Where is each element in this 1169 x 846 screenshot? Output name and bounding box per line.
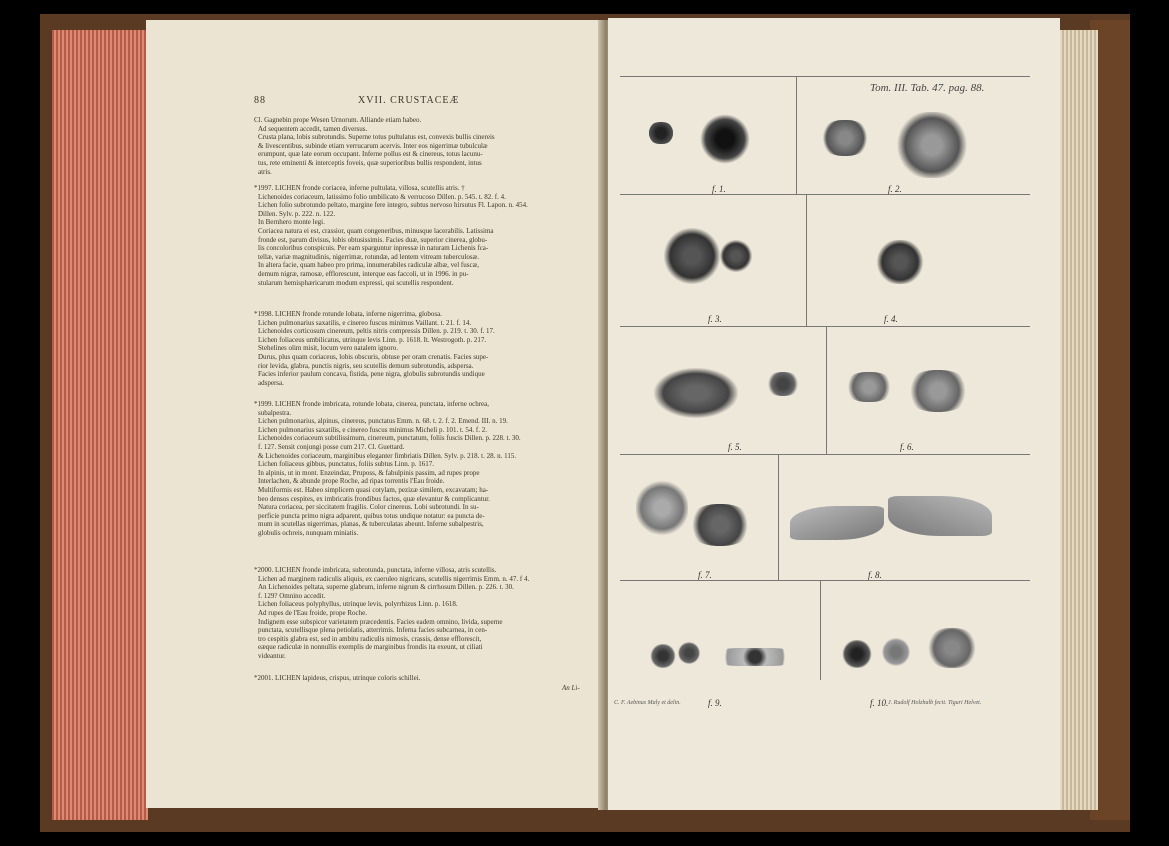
plate-divider [826,326,827,454]
text-line: mum in scutellas nigerrimas, planas, & tuberculatas abeunt. Inferne subalpestris, [258,520,484,529]
text-line: subalpestra. [258,408,292,417]
lichen-specimen [906,370,970,412]
figure-label: f. 8. [868,570,882,580]
text-line: tus, rete eminenti & interceptis foveis, quæ superioribus bullis respondent, intus [258,159,482,167]
text-line: Lichen folio subrotundo peltato, margine fere integro, subtus nervoso hirsutus Fl. Lapon. n. 454. [258,201,528,210]
text-line: Ad sequentem accedit, tamen diversus. [258,124,368,133]
text-line: *1997. LICHEN fronde coriacea, inferne pultulata, villosa, scutellis atris. † [254,184,465,192]
text-line: Lichenoides coriaceum, latissimo folio umbilicato & verrucoso Dillen. p. 545. t. 82. f. 4. [258,192,506,201]
plate-divider [796,76,797,194]
lichen-specimen [844,372,894,402]
text-line: Lichen foliaceus polyphyllus, utrinque levis, polyrrhizus Linn. p. 1618. [258,600,458,609]
text-line: stularum hemisphæricarum modum expressi, qui scutellis respondent. [258,278,454,287]
text-line: An Lichenoides peltata, superne glabrum, inferne nigrum & cirrhosum Dillen. p. 226. t. 30. [258,583,514,592]
text-line: fronde est, parum divisus, lobis obtusissimis. Facies duæ, superior cinerea, globu- [258,235,488,244]
page-edges-left [52,30,148,820]
plate-divider [620,454,1030,455]
text-line: tellæ, variæ magnitudinis, nigerrimæ, rotundæ, ad lentem vitream tuberculosæ. [258,252,480,261]
figure-label: f. 7. [698,570,712,580]
text-line: eæque radiculæ in nonnullis exemplis de marginibus frondis ita exeunt, ut ciliati [258,643,483,652]
lichen-specimen [654,368,738,418]
text-line: Durus, plus quam coriaceus, lobis obscuris, obtuse per oram crenatis. Facies supe- [258,353,489,361]
lichen-specimen [820,120,870,156]
text-line: & Lichenoides coriaceum, marginibus eleganter fimbriatis Dillen. Sylv. p. 218. t. 28. n. 115. [258,451,517,460]
text-line: Lichen pulmonarius saxatilis, e cinereo fuscus minimus Micheli p. 101. t. 54. f. 2. [258,425,488,434]
text-line: beo densos cespites, ex imbricatis frondibus factos, quæ elevantur & complicantur. [258,494,490,503]
text-line: globulis ochreis, nunquam miniatis. [258,529,359,537]
text-line: adspersa. [258,378,284,387]
lichen-specimen [648,122,674,144]
text-line: Lichenoides corticosum cinereum, peltis nitris compressis Dillen. p. 219. t. 30. f. 17. [258,327,495,336]
text-line: perficie puncta primo nigra adparent, quibus totus undique notatur: ea puncta de- [258,511,485,520]
figure-label: f. 9. [708,698,722,708]
figure-label: f. 2. [888,184,902,194]
figure-label: f. 4. [884,314,898,324]
text-line: Lichen ad marginem radiculis aliquis, ex caeruleo nigricans, scutellis nigerrimis Emm. n. 47. f 4. [258,574,530,583]
text-line: Lichen pulmonarius, alpinus, cinereus, punctatus Emm. n. 68. t. 2. f. 2. Emend. III. n. 19. [258,417,508,426]
catchword: An Li- [562,684,580,692]
text-line: videantur. [258,652,286,660]
engraved-plate [614,76,1030,708]
text-line: In altera facie, quam habeo pro prima, innumerabiles radiculæ albæ, vel fuscæ, [258,261,480,270]
plate-title: Tom. III. Tab. 47. pag. 88. [870,82,985,94]
engraver-credit-left: C. F. Aebinus Maly et delin. [614,700,681,706]
leaf-specimen [790,506,884,540]
lichen-specimen [896,112,968,178]
text-line: Crusta plana, lobis subrotundis. Superne totus pultulatus est, convexis bullis cinereis [258,133,495,142]
text-line: In alpinis, ut in mont. Enzeindaz, Pruposs, & fabulpinis passim, ad rupes prope [258,468,480,477]
text-line: *2001. LICHEN lapideus, crispus, utrinque coloris schillei. [254,674,421,682]
lichen-specimen [650,644,676,668]
lichen-specimen [842,640,872,668]
lichen-specimen [700,114,750,164]
text-line: rior levida, glabra, punctis nigris, seu scutellis demum subrotundis, adspersa. [258,361,474,370]
text-line: *1998. LICHEN fronde rotunde lobata, inferne nigerrima, globosa. [254,310,442,318]
text-line: Ad rupes de l'Eau froide, prope Roche. [258,609,367,617]
text-line: Coriacea natura ei est, crassior, quam congeneribus, minusque lacerabilis. Latissima [258,227,494,235]
text-line: *1999. LICHEN fronde imbricata, rotunde lobata, cinerea, punctata, inferne ochrea, [254,400,489,408]
lichen-specimen [766,372,800,396]
figure-label: f. 10. [870,698,889,708]
plate-divider [806,194,807,326]
text-line: Lichen pulmonarius saxatilis, e cinereo fuscus minimus Vaillant. t. 21. f. 14. [258,318,472,327]
text-line: tro cespitis glabra est, sed in ambitu radiculis nimosis, crassis, dense efflorescit, [258,634,482,643]
text-line: f. 127. Sensit conjungi posse cum 217. Cl. Guettard. [258,443,405,451]
running-head: XVII. CRUSTACEÆ [358,95,460,106]
text-line: Lichen foliaceus umbilicatus, utrinque levis Linn. p. 1618. It. Westrogoth. p. 217. [258,335,487,344]
lichen-specimen [720,240,752,272]
left-page [146,20,604,808]
text-line: Facies inferior paulum concava, fistida, pene nigra, globulis subrotundis undique [258,370,485,379]
page-edges-right [1058,30,1098,810]
page-number: 88 [254,95,266,106]
figure-label: f. 5. [728,442,742,452]
leaf-specimen [888,496,992,536]
text-line: & livescentibus, subinde etiam verrucarum acervis. Inter eos nigerrimæ tubulculæ [258,141,488,150]
text-line: *2000. LICHEN fronde imbricata, subrotunda, punctata, inferne villosa, atris scutellis. [254,566,497,574]
engraver-credit-right: J. Rudolf Holzhalb fecit. Tiguri Helvet. [888,700,982,706]
text-line: atris. [258,167,272,176]
lichen-specimen [716,648,794,666]
lichen-specimen [688,504,752,546]
text-line: f. 129? Omnino accedit. [258,591,326,600]
text-line: Dillen. Sylv. p. 222. n. 122. [258,209,336,218]
text-line: Lichen foliaceus gibbus, punctatus, foliis subtus Linn. p. 1617. [258,460,434,469]
figure-label: f. 3. [708,314,722,324]
text-line: lis concoloribus conspicuis. Per eam sparguntur inpressæ in naturam Lichenis fca- [258,244,489,253]
lichen-specimen [882,638,910,666]
lichen-specimen [664,228,720,284]
text-line: Indignem esse subspicor varietatem præcedentis. Facies eadem omnino, livida, superne [258,617,503,626]
plate-divider [620,194,1030,195]
plate-divider [820,580,821,680]
text-line: Interlachen, & abunde prope Roche, ad ripas torrentis l'Eau froide. [258,477,445,486]
text-line: erumpunt, quæ late eorum occupant. Inferne pollus est & cinereus, totus lacunu- [258,150,483,159]
lichen-specimen [636,480,688,536]
text-line: Multiformis est. Habeo simplicem quasi cotylam, pezizæ similem, excavatam; ha- [258,486,489,494]
plate-divider [620,326,1030,327]
text-line: Cl. Gagnebin prope Wesen Urnorum. Alliande etiam habeo. [254,116,422,124]
text-line: Natura coriacea, per siccitatem fragilis. Color cinereus. Lobi subrotundi. In su- [258,503,479,512]
text-line: punctata, scutellisque plena petiolatis, atterrimis. Inferna facies subcarnea, in cen- [258,626,488,635]
text-line: demum nigræ, ramosæ, efflorescunt, interque eas faccoli, ut in 1996. in pu- [258,270,469,278]
lichen-specimen [876,240,924,284]
plate-divider [620,580,1030,581]
lichen-specimen [678,642,700,664]
figure-label: f. 6. [900,442,914,452]
lichen-specimen [926,628,978,668]
text-line: Lichenoides coriaceum subtilissimum, cinereum, punctatum, foliis fuscis Dillen. p. 228. t. 30. [258,434,521,443]
text-line: Stehelines olim misit, locum vero natalem ignoro. [258,344,398,353]
figure-label: f. 1. [712,184,726,194]
plate-divider [778,454,779,580]
text-line: In Bernhero monte legi. [258,218,325,227]
